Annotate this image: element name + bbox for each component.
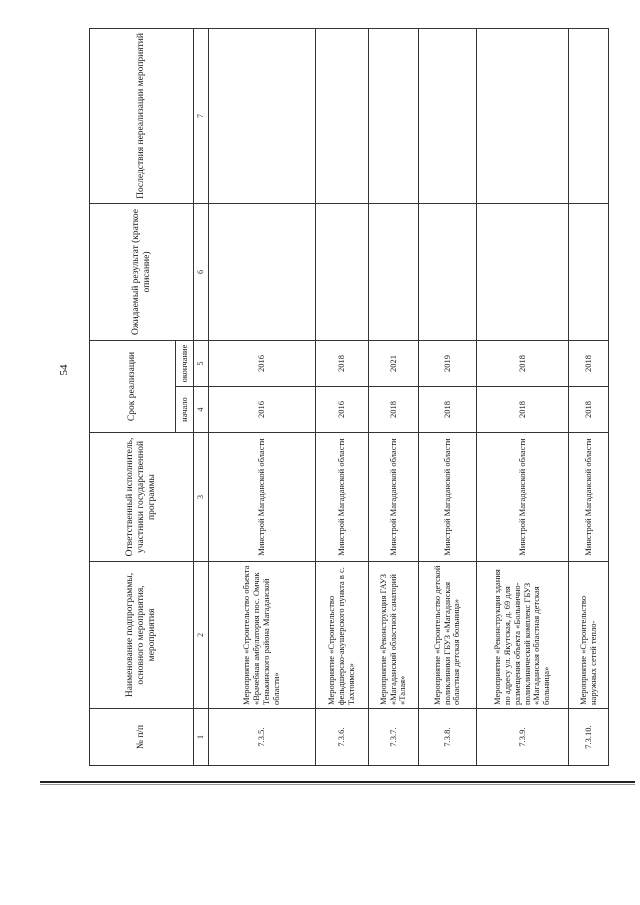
row-end-year: 2019	[419, 340, 477, 386]
row-executor: Минстрой Магаданской области	[477, 433, 569, 562]
row-consequences	[369, 28, 419, 203]
row-executor: Минстрой Магаданской области	[209, 433, 316, 562]
header-executor: Ответственный исполнитель, участники государственной программы	[90, 433, 194, 562]
row-start-year: 2018	[369, 387, 419, 433]
column-number: 1	[194, 709, 209, 766]
column-number: 3	[194, 433, 209, 562]
row-end-year: 2018	[316, 340, 369, 386]
row-event-name: Мероприятие «Реконструкция здания по адресу ул. Якутская, д. 69 для размещения объекта «Больнично-поликлинический комплекс ГБУЗ «Магаданская областная детская больница»	[477, 562, 569, 709]
header-term-end: окончание	[176, 340, 194, 386]
column-number: 4	[194, 387, 209, 433]
row-start-year: 2018	[569, 387, 609, 433]
row-end-year: 2021	[369, 340, 419, 386]
rotated-table-container	[89, 29, 608, 766]
row-start-year: 2016	[209, 387, 316, 433]
row-executor: Минстрой Магаданской области	[419, 433, 477, 562]
row-end-year: 2018	[477, 340, 569, 386]
row-consequences	[419, 28, 477, 203]
row-start-year: 2018	[419, 387, 477, 433]
row-result	[369, 203, 419, 340]
column-number: 7	[194, 28, 209, 203]
column-number: 6	[194, 203, 209, 340]
header-term: Срок реализации	[90, 340, 176, 432]
row-start-year: 2018	[477, 387, 569, 433]
row-number: 7.3.8.	[419, 709, 477, 766]
row-result	[569, 203, 609, 340]
row-number: 7.3.5.	[209, 709, 316, 766]
row-consequences	[569, 28, 609, 203]
bottom-rule-thin	[40, 784, 635, 785]
header-number: № п/п	[90, 709, 194, 766]
table-row	[569, 28, 609, 765]
row-executor: Минстрой Магаданской области	[316, 433, 369, 562]
row-number: 7.3.6.	[316, 709, 369, 766]
row-executor: Минстрой Магаданской области	[569, 433, 609, 562]
header-row	[90, 28, 176, 765]
header-consequences: Последствия нереализации мероприятий	[90, 28, 194, 203]
row-end-year: 2018	[569, 340, 609, 386]
row-event-name: Мероприятие «Строительство фельдшерско-акушерского пункта в с. Тахтоямск»	[316, 562, 369, 709]
row-event-name: Мероприятие «Реконструкция ГАУЗ «Магаданский областной санаторий «Талая»	[369, 562, 419, 709]
row-event-name: Мероприятие «Строительство детской поликлиники ГБУЗ «Магаданская областная детская больница»	[419, 562, 477, 709]
column-number: 2	[194, 562, 209, 709]
row-executor: Минстрой Магаданской области	[369, 433, 419, 562]
bottom-rule	[40, 781, 635, 783]
row-end-year: 2016	[209, 340, 316, 386]
row-number: 7.3.10.	[569, 709, 609, 766]
row-consequences	[316, 28, 369, 203]
row-number: 7.3.7.	[369, 709, 419, 766]
table-row	[477, 28, 569, 765]
table-row	[209, 28, 316, 765]
row-consequences	[477, 28, 569, 203]
row-event-name: Мероприятие «Строительство наружных сетей тепло-	[569, 562, 609, 709]
column-number: 5	[194, 340, 209, 386]
table-row	[419, 28, 477, 765]
row-start-year: 2016	[316, 387, 369, 433]
header-event-name: Наименование подпрограммы, основного мероприятия, мероприятия	[90, 562, 194, 709]
row-result	[419, 203, 477, 340]
row-result	[316, 203, 369, 340]
row-consequences	[209, 28, 316, 203]
row-number: 7.3.9.	[477, 709, 569, 766]
header-result: Ожидаемый результат (краткое описание)	[90, 203, 194, 340]
column-number-row	[194, 28, 209, 765]
program-events-table	[89, 28, 609, 766]
row-result	[209, 203, 316, 340]
page-number: 54	[58, 364, 70, 376]
row-result	[477, 203, 569, 340]
row-event-name: Мероприятие «Строительство объекта «Врачебная амбулатория пос. Омчак Тенькинского района Магаданской области»	[209, 562, 316, 709]
table-row	[369, 28, 419, 765]
table-row	[316, 28, 369, 765]
header-term-start: начало	[176, 387, 194, 433]
